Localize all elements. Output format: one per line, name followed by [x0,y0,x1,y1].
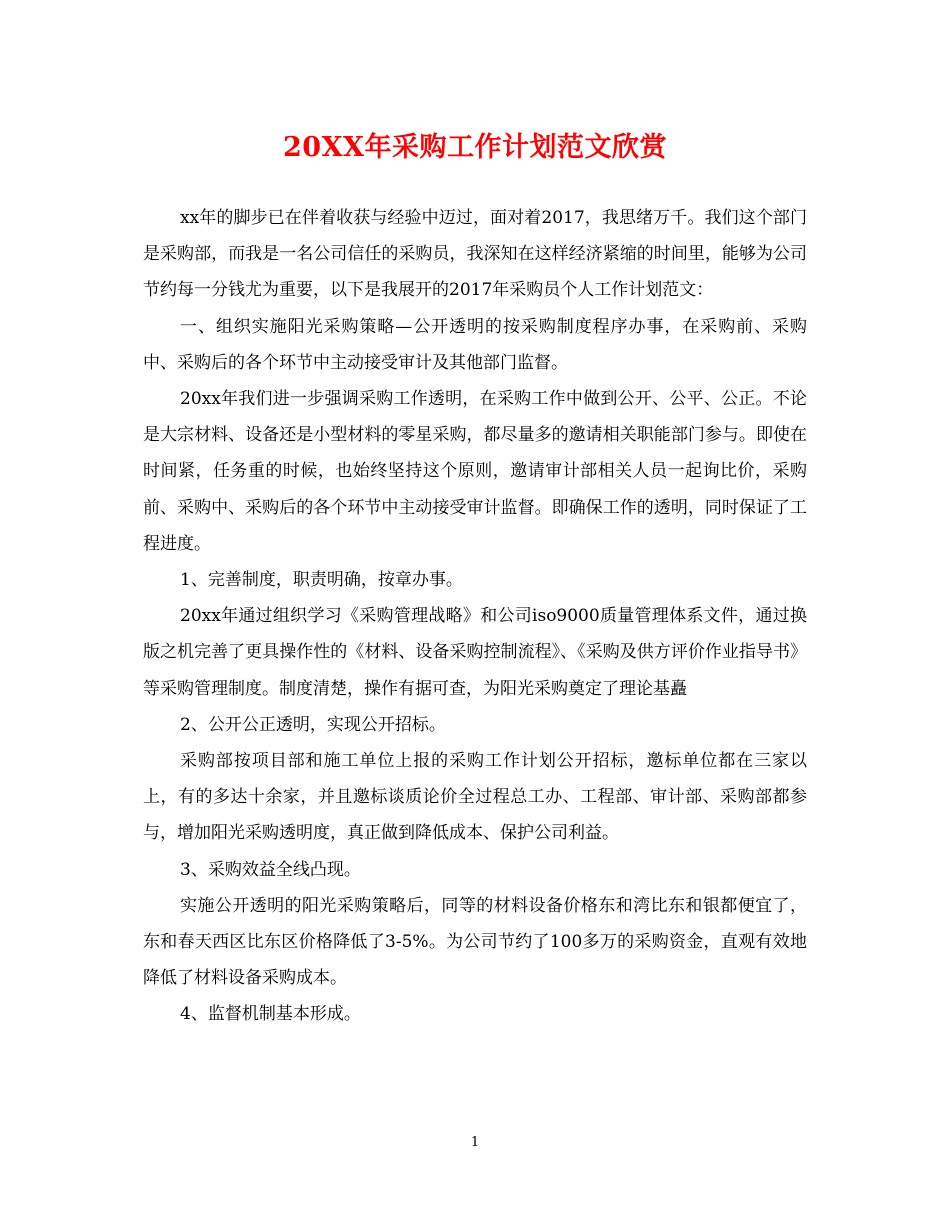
body-paragraph: 20xx年我们进一步强调采购工作透明，在采购工作中做到公开、公平、公正。不论是大宗材料、设备还是小型材料的零星采购，都尽量多的邀请相关职能部门参与。即使在时间紧，任务重的时候，也始终坚持这个原则，邀请审计部相关人员一起询比价，采购前、采购中、采购后的各个环节中主动接受审计监督。即确保工作的透明，同时保证了工程进度。 [143,389,807,554]
section-heading: 4、监督机制基本形成。 [180,1004,361,1025]
body-paragraph: 实施公开透明的阳光采购策略后，同等的材料设备价格东和湾比东和银都便宜了，东和春天西区比东区价格降低了3-5%。为公司节约了100多万的采购资金，直观有效地降低了材料设备采购成本。 [143,895,807,989]
document-title: 20XX年采购工作计划范文欣赏 [283,132,667,163]
body-paragraph: 一、组织实施阳光采购策略—公开透明的按采购制度程序办事，在采购前、采购中、采购后的各个环节中主动接受审计及其他部门监督。 [143,316,807,373]
body-paragraph: 采购部按项目部和施工单位上报的采购工作计划公开招标，邀标单位都在三家以上，有的多达十余家，并且邀标谈质论价全过程总工办、工程部、审计部、采购部都参与，增加阳光采购透明度，真正做到降低成本、保护公司利益。 [143,751,807,844]
document-body [143,200,807,1033]
body-paragraph: xx年的脚步已在伴着收获与经验中迈过，面对着2017，我思绪万千。我们这个部门是采购部，而我是一名公司信任的采购员，我深知在这样经济紧缩的时间里，能够为公司节约每一分钱尤为重要，以下是我展开的2017年采购员个人工作计划范文： [143,208,807,301]
body-paragraph: 20xx年通过组织学习《采购管理战略》和公司iso9000质量管理体系文件，通过换版之机完善了更具操作性的《材料、设备采购控制流程》、《采购及供方评价作业指导书》等采购管理制度。制度清楚，操作有据可查，为阳光采购奠定了理论基矗 [143,606,807,699]
page-number: 1 [470,1135,480,1150]
section-heading: 3、采购效益全线凸现。 [180,859,361,880]
section-heading: 2、公开公正透明，实现公开招标。 [180,714,446,735]
section-heading: 1、完善制度，职责明确，按章办事。 [180,570,463,591]
